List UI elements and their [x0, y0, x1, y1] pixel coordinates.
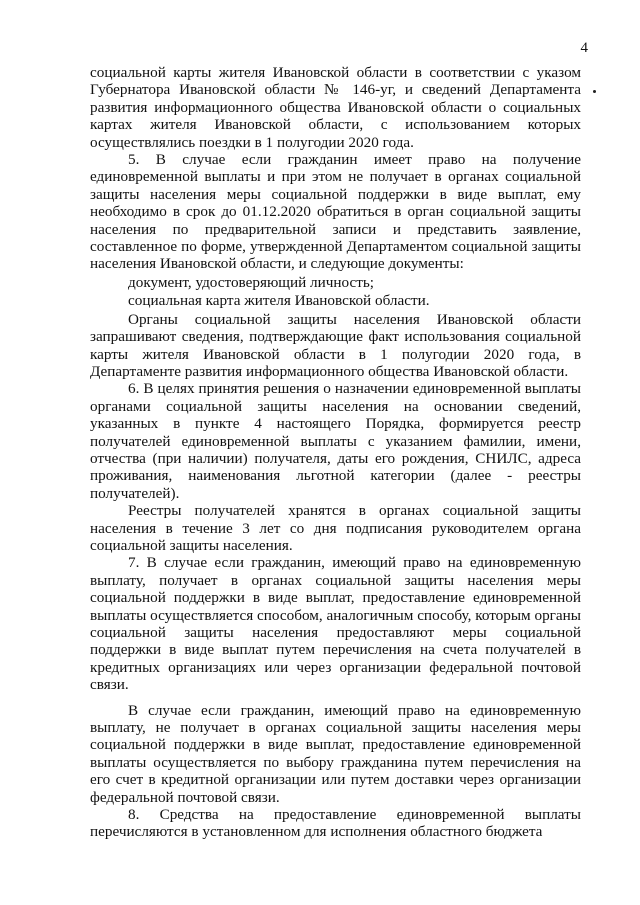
- paragraph-agencies-request: Органы социальной защиты населения Ивановской области запрашивают сведения, подтверждающие факт использования социальной карты жителя Ивановской области в 1 полугодии 2020 года, в Департаменте развития информационного общества Ивановской области.: [90, 310, 581, 380]
- paragraph-item-7: 7. В случае если гражданин, имеющий право на единовременную выплату, получает в органах социальной защиты населения меры социальной поддержки в виде выплат, предоставление единовременной выплаты осуществляется способом, аналогичным способу, которым органы социальной защиты населения предоставляют меры социальной поддержки в виде выплат путем перечисления на счета получателей в кредитных организациях или через организации федеральной почтовой связи.: [90, 554, 581, 694]
- document-body: [90, 64, 581, 841]
- list-item-document: документ, удостоверяющий личность;: [128, 273, 375, 291]
- paragraph-continuation: социальной карты жителя Ивановской области в соответствии с указом Губернатора Ивановской области № 146-уг, и сведений Департамента развития информационного общества Ивановской области о социальных картах жителя Ивановской области, с использованием которых осуществлялись поездки в 1 полугодии 2020 года.: [90, 64, 581, 151]
- list-item-social-card: социальная карта жителя Ивановской области.: [128, 292, 430, 310]
- paragraph-item-8: 8. Средства на предоставление единовременной выплаты перечисляются в установленном для исполнения областного бюджета: [90, 806, 581, 841]
- scan-mark: [593, 90, 596, 93]
- paragraph-item-5: 5. В случае если гражданин имеет право на получение единовременной выплаты и при этом не получает в органах социальной защиты населения меры социальной поддержки в виде выплат, ему необходимо в срок до 01.12.2020 обратиться в орган социальной защиты населения по предварительной записи и представить заявление, составленное по форме, утвержденной Департаментом социальной защиты населения Ивановской области, и следующие документы:: [90, 151, 581, 273]
- page-number: 4: [580, 40, 588, 56]
- paragraph-payment-choice: В случае если гражданин, имеющий право на единовременную выплату, не получает в органах социальной защиты населения меры социальной поддержки в виде выплат, предоставление единовременной выплаты осуществляется по выбору гражданина путем перечисления на его счет в кредитной организации или путем доставки через организации федеральной почтовой связи.: [90, 701, 581, 806]
- paragraph-registry-storage: Реестры получателей хранятся в органах социальной защиты населения в течение 3 лет со дня подписания руководителем органа социальной защиты населения.: [90, 502, 581, 554]
- paragraph-item-6: 6. В целях принятия решения о назначении единовременной выплаты органами социальной защиты населения на основании сведений, указанных в пункте 4 настоящего Порядка, формируется реестр получателей единовременной выплаты с указанием фамилии, имени, отчества (при наличии) получателя, даты его рождения, СНИЛС, адреса проживания, наименования льготной категории (далее - реестры получателей).: [90, 380, 581, 502]
